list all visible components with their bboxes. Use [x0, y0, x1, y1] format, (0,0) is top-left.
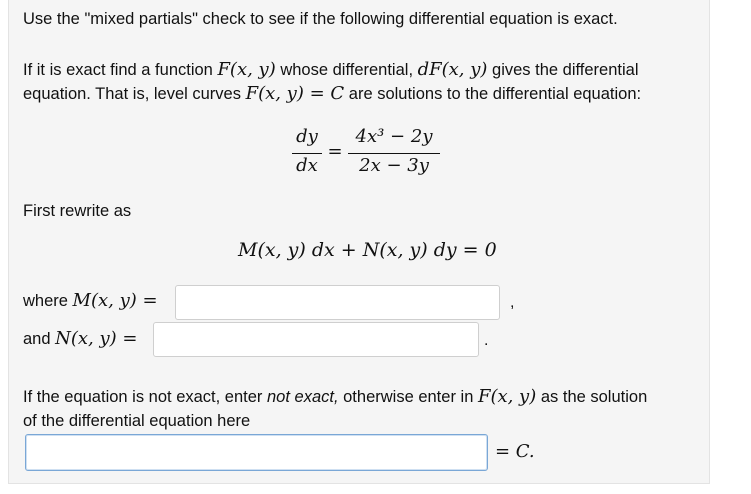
solution-suffix: = C.	[495, 441, 535, 462]
final-text-b: otherwise enter in	[338, 388, 478, 406]
m-suffix-comma: ,	[510, 294, 515, 311]
final-text-not-exact: not exact,	[267, 388, 339, 406]
final-math-F-xy: F(x, y)	[477, 386, 537, 407]
equals-sign: =	[327, 141, 343, 162]
rhs-numerator: 4x³ − 2y	[355, 126, 433, 147]
math-F-xy: F(x, y)	[217, 59, 276, 80]
general-form-equation: M(x, y) dx + N(x, y) dy = 0	[238, 239, 497, 261]
m-input[interactable]	[175, 285, 500, 320]
para-text-b: whose differential,	[275, 61, 418, 79]
m-label-math: M(x, y) =	[72, 290, 158, 311]
lhs-numerator: dy	[296, 126, 318, 147]
para-text-a: If it is exact find a function	[23, 61, 218, 79]
math-level-curve: F(x, y) = C	[245, 83, 345, 104]
paragraph-line-2	[23, 82, 641, 106]
n-input[interactable]	[153, 322, 479, 357]
para2-text-a: equation. That is, level curves	[23, 85, 246, 103]
solution-input[interactable]	[25, 434, 488, 471]
rhs-denominator: 2x − 3y	[359, 155, 429, 176]
final-line-1	[23, 385, 647, 409]
lhs-fraction-bar	[292, 153, 322, 154]
m-label-text: where	[23, 292, 73, 310]
rhs-fraction-bar	[348, 153, 440, 154]
para2-text-b: are solutions to the differential equation:	[344, 85, 642, 103]
paragraph-line-1	[23, 58, 639, 82]
final-text-c: as the solution	[536, 388, 648, 406]
instruction-text: Use the "mixed partials" check to see if the following differential equation is exact.	[23, 10, 618, 28]
para-text-c: gives the differential	[487, 61, 639, 79]
lhs-denominator: dx	[296, 155, 318, 176]
math-dF-xy: dF(x, y)	[417, 59, 488, 80]
n-label-text: and	[23, 330, 56, 348]
n-suffix-period: .	[484, 332, 489, 349]
first-rewrite-text: First rewrite as	[23, 202, 132, 220]
m-label	[23, 289, 158, 313]
final-line-2: of the differential equation here	[23, 412, 251, 430]
n-label	[23, 327, 138, 351]
final-text-a: If the equation is not exact, enter	[23, 388, 267, 406]
n-label-math: N(x, y) =	[55, 328, 138, 349]
